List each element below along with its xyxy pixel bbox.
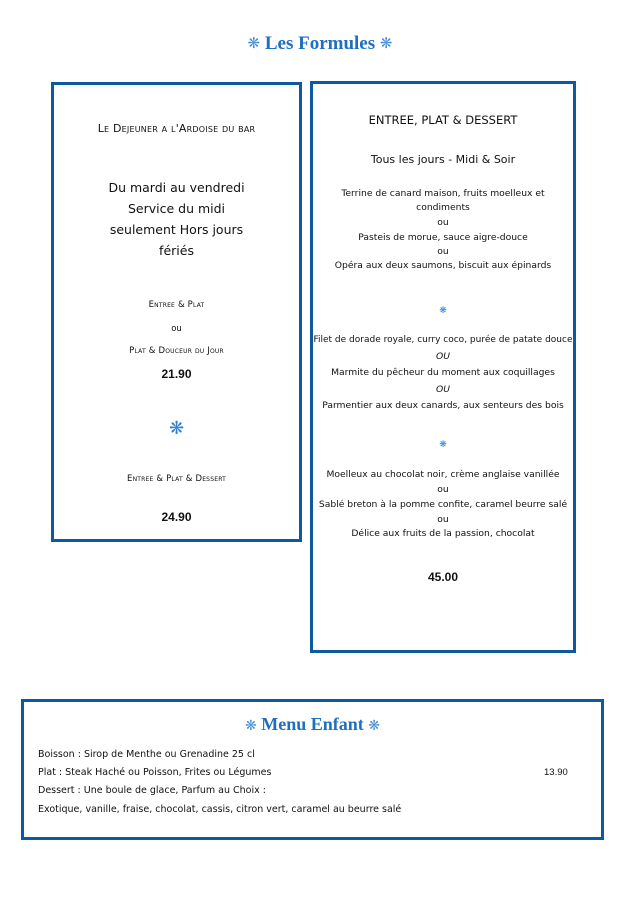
or-label: ou — [437, 484, 449, 495]
snowflake-icon: ❋ — [368, 719, 380, 734]
or-label: ou — [437, 514, 449, 525]
main-item: Parmentier aux deux canards, aux senteurs des bois — [322, 400, 564, 411]
kids-price: 13.90 — [544, 767, 568, 778]
main-item: Marmite du pêcheur du moment aux coquillages — [331, 367, 555, 378]
kids-main-line: Plat : Steak Haché ou Poisson, Frites ou Légumes — [38, 767, 272, 778]
page-title-text: Les Formules — [264, 33, 376, 54]
dessert-item: Sablé breton à la pomme confite, caramel beurre salé — [318, 499, 568, 510]
kids-flavors-line: Exotique, vanille, fraise, chocolat, cassis, citron vert, caramel au beurre salé — [38, 804, 402, 815]
starter-item: Terrine de canard maison, fruits moelleux et — [341, 188, 545, 199]
snowflake-icon: ❋ — [439, 440, 447, 450]
kids-menu-title — [24, 714, 601, 735]
lunch-days-line: fériés — [159, 243, 194, 258]
kids-menu-card — [21, 699, 604, 840]
snowflake-icon: ❋ — [168, 418, 185, 439]
snowflake-icon: ❋ — [247, 36, 261, 52]
kids-dessert-line: Dessert : Une boule de glace, Parfum au Choix : — [38, 785, 266, 796]
lunch-option-entree-plat: Entree & Plat — [148, 300, 205, 310]
lunch-days-line: Service du midi — [127, 201, 226, 216]
or-label: ou — [437, 246, 449, 257]
starter-item-cont: condiments — [416, 202, 470, 213]
full-formula-card — [310, 81, 576, 653]
lunch-price-2: 24.90 — [161, 510, 192, 524]
lunch-or: ou — [171, 324, 182, 334]
full-price: 45.00 — [427, 570, 459, 584]
lunch-option-full: Entree & Plat & Dessert — [127, 474, 226, 484]
lunch-option-plat-douceur: Plat & Douceur du Jour — [129, 346, 224, 356]
starter-item: Pasteis de morue, sauce aigre-douce — [358, 232, 528, 243]
or-label: ou — [437, 217, 449, 228]
kids-drink-line: Boisson : Sirop de Menthe ou Grenadine 25 cl — [38, 749, 255, 760]
or-label: OU — [436, 351, 450, 362]
lunch-days-line: Du mardi au vendredi — [108, 180, 245, 195]
dessert-item: Moelleux au chocolat noir, crème anglaise vanillée — [326, 469, 560, 480]
dessert-item: Délice aux fruits de la passion, chocolat — [351, 528, 535, 539]
snowflake-icon: ❋ — [439, 306, 447, 316]
main-item: Filet de dorade royale, curry coco, purée de patate douce — [313, 335, 573, 345]
full-subheading: Tous les jours - Midi & Soir — [370, 153, 516, 166]
page-title — [0, 33, 640, 55]
full-heading: ENTREE, PLAT & DESSERT — [368, 113, 518, 127]
snowflake-icon: ❋ — [379, 36, 393, 52]
lunch-heading: Le Dejeuner a l'Ardoise du bar — [97, 122, 256, 135]
or-label: OU — [436, 384, 450, 395]
lunch-price-1: 21.90 — [161, 367, 192, 381]
starter-item: Opéra aux deux saumons, biscuit aux épinards — [334, 260, 552, 271]
kids-menu-title-text: Menu Enfant — [261, 714, 364, 734]
lunch-days-line: seulement Hors jours — [109, 222, 244, 237]
lunch-formula-card — [51, 82, 302, 542]
snowflake-icon: ❋ — [245, 719, 257, 734]
